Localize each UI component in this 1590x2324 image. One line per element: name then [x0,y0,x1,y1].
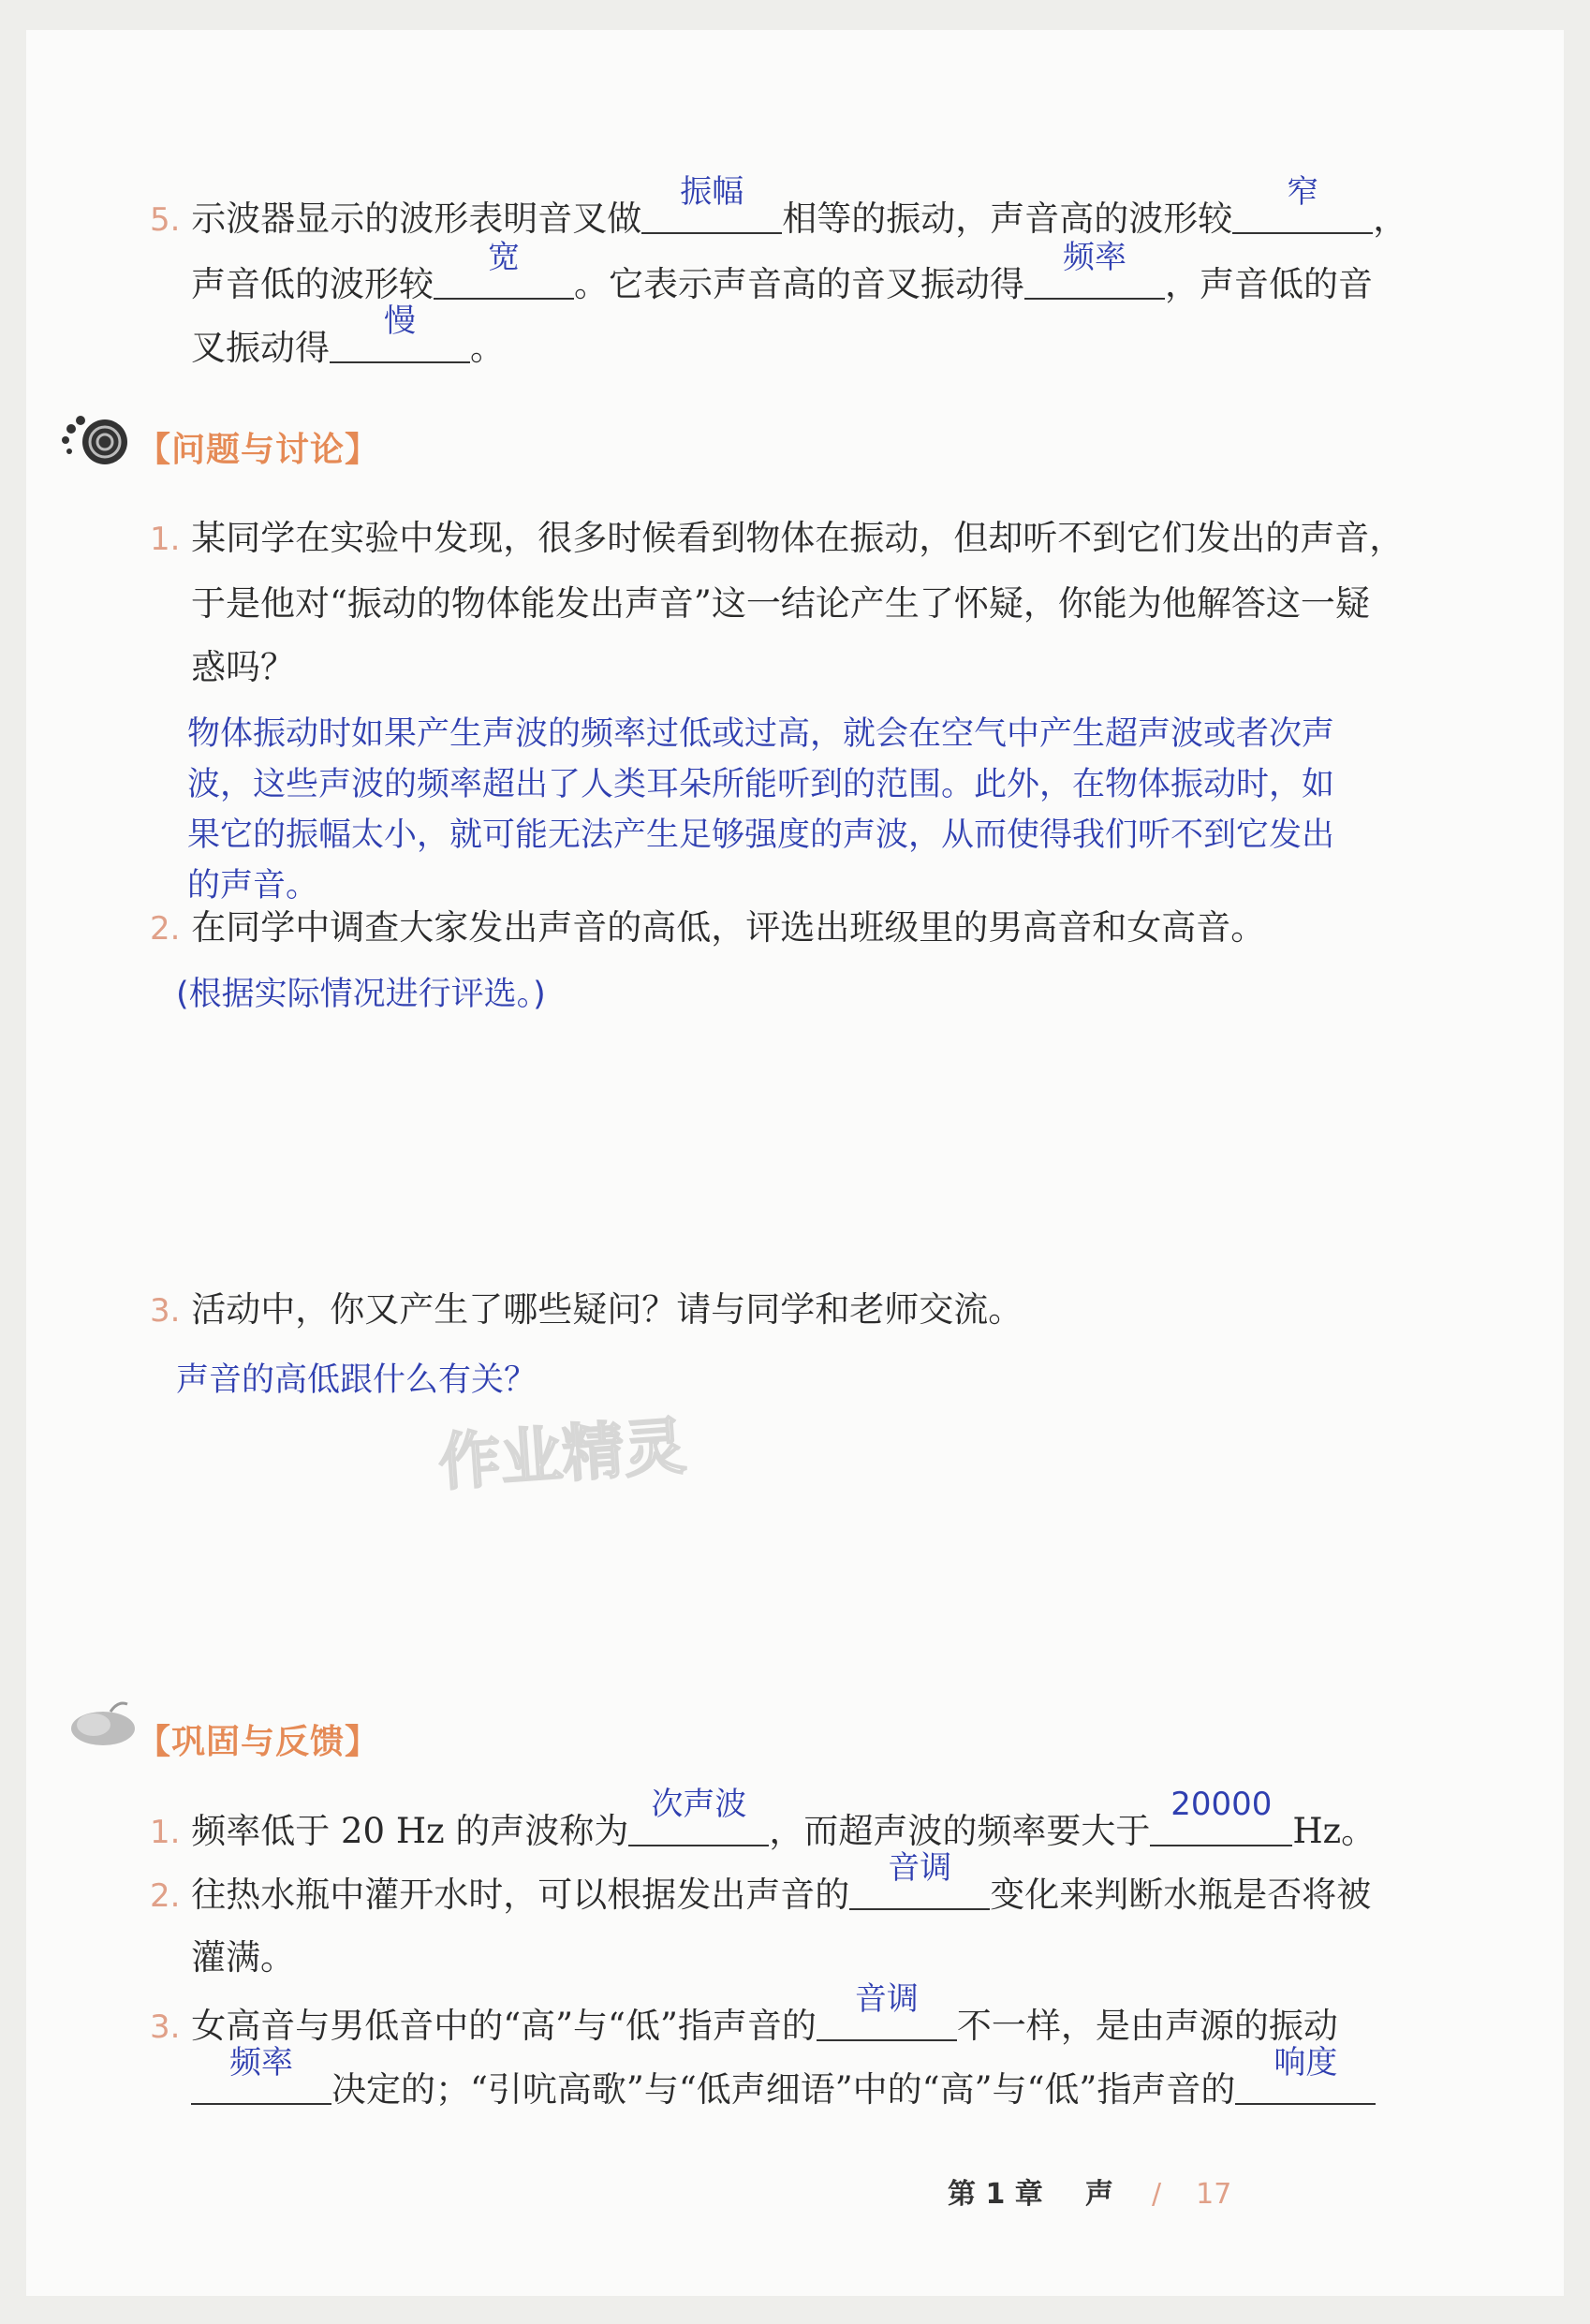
f1-text: Hz。 [1292,1811,1377,1851]
f1-text: ，而超声波的频率要大于 [769,1811,1151,1851]
q5-line2 [191,239,1373,304]
q5-line3 [191,302,505,368]
d3-number: 3. [150,1292,181,1330]
discussion-section-icon [58,412,139,468]
f3-line1 [150,1980,1338,2046]
f3-answer3: 响度 [1273,2044,1338,2081]
f3-blank3 [1235,2044,1376,2105]
q5-answer5: 慢 [384,302,416,340]
watermark: 作业精灵 [436,1409,688,1500]
d2-text: 在同学中调查大家发出声音的高低，评选出班级里的男高音和女高音。 [191,907,1266,948]
f3-answer1: 音调 [854,1980,919,2018]
page-number: 17 [1196,2178,1232,2211]
q5-text: ，声音低的音 [1165,264,1373,304]
q5-text: 相等的振动，声音高的波形较 [782,199,1233,239]
f2-line1 [150,1849,1372,1915]
f2-number: 2. [150,1877,181,1915]
d2-answer: (根据实际情况进行评选。) [176,976,546,1013]
q5-blank5 [330,302,470,363]
q5-answer3: 宽 [488,239,520,276]
f2-text: 往热水瓶中灌开水时，可以根据发出声音的 [191,1875,850,1915]
q5-answer4: 频率 [1063,239,1126,276]
q5-text: 声音低的波形较 [191,264,434,304]
q5-text: 叉振动得 [191,328,330,368]
q5-blank3 [434,239,574,300]
feedback-section-title: 【巩固与反馈】 [137,1723,380,1761]
f3-blank1 [817,1980,957,2041]
d1-line3: 惑吗？ [191,647,295,687]
chapter-label: 第 1 章 [948,2178,1043,2211]
f2-line2: 灌满。 [191,1937,295,1978]
q5-text: 。 [470,328,505,368]
page-footer [948,2170,1231,2212]
q5-blank1 [641,173,782,234]
f1-text: 频率低于 20 Hz 的声波称为 [191,1811,629,1851]
d1-line1 [150,518,1405,558]
f1-blank1 [628,1786,769,1846]
d1-answer-line: 波，这些声波的频率超出了人类耳朵所能听到的范围。此外，在物体振动时，如 [187,766,1335,803]
q5-answer1: 振幅 [680,173,744,211]
f3-blank2 [191,2044,331,2105]
discussion-section-title: 【问题与讨论】 [137,431,380,469]
q5-answer2: 窄 [1287,173,1319,211]
footer-separator: / [1151,2178,1162,2211]
d1-line2: 于是他对“振动的物体能发出声音”这一结论产生了怀疑，你能为他解答这一疑 [191,583,1370,624]
chapter-title: 声 [1084,2178,1113,2211]
q5-text: 。它表示声音高的音叉振动得 [574,264,1024,304]
d1-answer-line: 的声音。 [187,867,319,905]
f3-text: 决定的；“引吭高歌”与“低声细语”中的“高”与“低”指声音的 [331,2069,1236,2110]
feedback-section-icon [62,1695,137,1751]
d3-line [150,1289,1023,1330]
q5-blank4 [1024,239,1165,300]
f2-text: 变化来判断水瓶是否将被 [990,1875,1372,1915]
q5-number: 5. [150,201,181,239]
d1-number: 1. [150,521,181,558]
f3-line2 [191,2044,1376,2110]
d2-number: 2. [150,910,181,948]
f1-blank2 [1150,1786,1292,1846]
d1-answer-line: 物体振动时如果产生声波的频率过低或过高，就会在空气中产生超声波或者次声 [187,715,1335,753]
q5-text: 示波器显示的波形表明音叉做 [191,199,642,239]
f3-number: 3. [150,2008,181,2046]
f2-blank [849,1849,990,1910]
d3-text: 活动中，你又产生了哪些疑问？请与同学和老师交流。 [191,1289,1023,1330]
d1-answer-line: 果它的振幅太小，就可能无法产生足够强度的声波，从而使得我们听不到它发出 [187,816,1335,854]
d3-answer: 声音的高低跟什么有关？ [176,1361,537,1399]
q5-text: ， [1373,199,1408,239]
f3-text: 女高音与男低音中的“高”与“低”指声音的 [191,2006,817,2046]
f1-answer2: 20000 [1170,1786,1273,1823]
f3-answer2: 频率 [229,2044,293,2081]
f1-answer1: 次声波 [651,1786,747,1823]
q5-line1 [150,173,1408,239]
d2-line [150,907,1266,948]
q5-blank2 [1232,173,1373,234]
f2-answer: 音调 [888,1849,952,1887]
f3-text: 不一样，是由声源的振动 [956,2006,1338,2046]
d1-text: 某同学在实验中发现，很多时候看到物体在振动，但却听不到它们发出的声音， [191,518,1405,558]
f1-line [150,1786,1377,1851]
f1-number: 1. [150,1814,181,1851]
